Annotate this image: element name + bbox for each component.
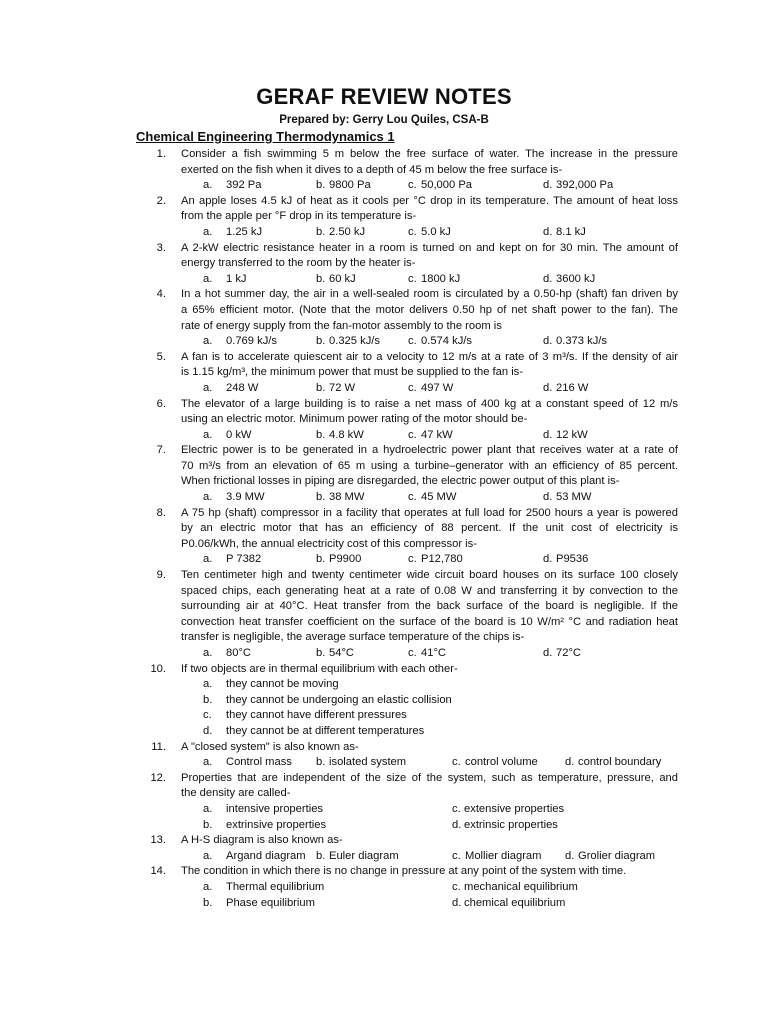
option-text: P 7382 <box>226 553 262 566</box>
option-letter: d. <box>203 724 213 737</box>
question-number: 5. <box>156 350 166 363</box>
question-number: 6. <box>156 397 166 410</box>
option-text: they cannot be moving <box>226 678 339 691</box>
question-text: using an electric motor. Minimum power rating of the motor should be- <box>181 413 528 426</box>
option-text: 50,000 Pa <box>421 179 473 192</box>
question-text: spaced chips, each generating heat at a rate of 0.08 W and transferring it by convection to the <box>181 584 678 597</box>
option-text: 47 kW <box>421 428 453 441</box>
question-text: is 1.15 kg/m³, the minimum power that must be supplied to the fan is- <box>181 366 523 379</box>
question-text: A 75 hp (shaft) compressor in a facility that operates at full load for 2500 hours a year is powered <box>181 506 678 519</box>
option-text: Thermal equilibrium <box>226 880 325 893</box>
question-text: the density are called- <box>181 787 291 800</box>
question-text: Properties that are independent of the size of the system, such as temperature, pressure, and <box>181 771 678 784</box>
question-number: 13. <box>150 834 166 847</box>
option-text: 38 MW <box>329 491 365 504</box>
question-item <box>0 397 768 444</box>
option-row <box>0 880 768 896</box>
question-number: 14. <box>150 865 166 878</box>
question-line <box>0 443 768 459</box>
option-text: Phase equilibrium <box>226 896 315 909</box>
question-number: 9. <box>156 569 166 582</box>
question-text: A 2-kW electric resistance heater in a room is turned on and kept on for 30 min. The amount of <box>181 241 678 254</box>
option-letter: c. <box>203 709 212 722</box>
option-letter: a. <box>203 335 213 348</box>
option-text: Grolier diagram <box>578 849 656 862</box>
option-letter: b. <box>316 428 326 441</box>
option-text: 3.9 MW <box>226 491 265 504</box>
option-letter: b. <box>316 553 326 566</box>
option-text: 41°C <box>421 647 446 659</box>
option-letter: b. <box>316 225 326 238</box>
option-letter: d. <box>543 553 553 566</box>
page-title: GERAF REVIEW NOTES <box>256 84 512 109</box>
question-item <box>0 833 768 864</box>
option-text: 0.325 kJ/s <box>329 335 380 348</box>
question-number: 11. <box>151 740 166 753</box>
option-letter: a. <box>203 179 213 192</box>
option-letter: a. <box>203 802 213 815</box>
option-text: 0.574 kJ/s <box>421 335 472 348</box>
question-line <box>0 568 768 584</box>
option-text: 12 kW <box>556 428 588 441</box>
question-text: P0.06/kWh, the annual electricity cost of this compressor is- <box>181 537 477 550</box>
option-letter: c. <box>452 880 461 893</box>
question-item <box>0 771 768 833</box>
question-line <box>0 303 768 319</box>
option-text: 60 kJ <box>329 272 356 285</box>
question-number: 10. <box>150 662 166 675</box>
question-text: transfer is negligible, the average surface temperature of the chips is- <box>181 631 525 644</box>
question-text: A H-S diagram is also known as- <box>181 834 343 847</box>
option-text: extrinsive properties <box>226 818 327 831</box>
question-item <box>0 506 768 568</box>
option-text: P9900 <box>329 553 362 566</box>
option-row <box>0 802 768 818</box>
option-row <box>0 428 768 444</box>
option-letter: a. <box>203 225 213 238</box>
option-letter: a. <box>203 428 213 441</box>
question-item <box>0 568 768 662</box>
option-letter: b. <box>316 849 326 862</box>
option-text: 8.1 kJ <box>556 225 586 238</box>
question-item <box>0 864 768 911</box>
option-letter: d. <box>543 272 553 285</box>
option-text: 4.8 kW <box>329 428 364 441</box>
question-line <box>0 537 768 553</box>
option-letter: b. <box>203 818 213 831</box>
question-number: 2. <box>156 194 166 207</box>
option-letter: d. <box>543 491 553 504</box>
option-text: 5.0 kJ <box>421 225 451 238</box>
option-letter: b. <box>203 693 213 706</box>
question-text: 70 m³/s from an elevation of 65 m using a turbine–generator with an efficiency of 85 percent. <box>181 459 678 472</box>
question-text: convection heat transfer coefficient on the surface of the board is 10 W/m² °C and radiation heat <box>181 615 678 628</box>
question-line <box>0 521 768 537</box>
option-letter: b. <box>316 272 326 285</box>
question-text: If two objects are in thermal equilibrium with each other- <box>181 662 458 675</box>
option-letter: d. <box>543 225 553 238</box>
option-letter: a. <box>203 491 213 504</box>
question-line <box>0 319 768 335</box>
option-row <box>0 646 768 662</box>
option-letter: a. <box>203 880 213 893</box>
option-letter: c. <box>408 179 417 192</box>
question-line <box>0 459 768 475</box>
option-text: they cannot be at different temperatures <box>226 724 425 737</box>
question-line <box>0 584 768 600</box>
question-text: surrounding air at 40°C. Heat transfer from the back surface of the board is negligible. If the <box>181 600 678 613</box>
option-text: they cannot have different pressures <box>226 709 407 722</box>
option-text: 497 W <box>421 381 454 394</box>
question-line <box>0 412 768 428</box>
option-text: isolated system <box>329 756 407 769</box>
option-text: 2.50 kJ <box>329 225 366 238</box>
option-text: 1 kJ <box>226 272 247 285</box>
question-line <box>0 365 768 381</box>
option-letter: a. <box>203 849 213 862</box>
option-row <box>0 334 768 350</box>
option-row <box>0 677 768 693</box>
question-list <box>0 147 768 911</box>
question-line <box>0 350 768 366</box>
option-text: Control mass <box>226 756 292 769</box>
option-text: 80°C <box>226 647 251 659</box>
question-number: 1. <box>156 148 166 160</box>
option-text: control boundary <box>578 756 662 769</box>
option-row <box>0 225 768 241</box>
question-text: A fan is to accelerate quiescent air to a velocity to 12 m/s at a rate of 3 m³/s. If the density of air <box>181 350 678 363</box>
prepared-by: Prepared by: Gerry Lou Quiles, CSA-B <box>279 114 489 126</box>
option-text: Argand diagram <box>226 849 306 862</box>
question-line <box>0 256 768 272</box>
option-text: 216 W <box>556 381 589 394</box>
option-letter: d. <box>543 428 553 441</box>
option-row <box>0 693 768 709</box>
option-letter: d. <box>543 179 553 192</box>
question-line <box>0 506 768 522</box>
question-line <box>0 163 768 179</box>
question-text: energy transferred to the room by the heater is- <box>181 257 416 270</box>
question-number: 3. <box>156 241 166 254</box>
question-line <box>0 241 768 257</box>
question-line <box>0 397 768 413</box>
question-number: 8. <box>156 506 166 519</box>
question-number: 4. <box>156 288 166 301</box>
option-text: 1800 kJ <box>421 272 461 285</box>
option-text: Euler diagram <box>329 849 399 862</box>
option-letter: d. <box>543 381 553 394</box>
subject-heading: Chemical Engineering Thermodynamics 1 <box>136 129 395 144</box>
option-letter: c. <box>408 335 417 348</box>
option-letter: b. <box>316 647 326 659</box>
option-text: 53 MW <box>556 491 592 504</box>
option-letter: b. <box>316 756 326 769</box>
option-letter: c. <box>452 802 461 815</box>
question-item <box>0 662 768 740</box>
question-line <box>0 194 768 210</box>
option-text: chemical equilibrium <box>464 896 566 909</box>
option-letter: c. <box>452 849 461 862</box>
question-line <box>0 630 768 646</box>
question-text: When frictional losses in piping are disregarded, the electric power output of this plant is- <box>181 475 620 488</box>
option-row <box>0 708 768 724</box>
option-letter: c. <box>408 272 417 285</box>
option-letter: c. <box>452 756 461 769</box>
question-line <box>0 209 768 225</box>
question-text: Consider a fish swimming 5 m below the free surface of water. The increase in the pressure <box>181 148 678 160</box>
option-row <box>0 272 768 288</box>
option-letter: d. <box>452 818 462 831</box>
option-row <box>0 490 768 506</box>
question-line <box>0 147 768 163</box>
option-row <box>0 178 768 194</box>
option-text: P9536 <box>556 553 589 566</box>
question-text: a 65% efficient motor. (Note that the motor delivers 0.50 hp of net shaft power to the fan). The <box>181 303 678 316</box>
question-item <box>0 443 768 505</box>
option-letter: c. <box>408 428 417 441</box>
question-text: Ten centimeter high and twenty centimeter wide circuit board houses on its surface 100 closely <box>181 569 678 582</box>
question-line <box>0 740 768 756</box>
question-text: Electric power is to be generated in a hydroelectric power plant that receives water at a rate of <box>181 444 678 457</box>
question-line <box>0 615 768 631</box>
option-row <box>0 755 768 771</box>
question-text: exerted on the fish when it dives to a depth of 45 m below the free surface is- <box>181 163 563 176</box>
option-text: Mollier diagram <box>465 849 542 862</box>
option-letter: c. <box>408 553 417 566</box>
question-item <box>0 740 768 771</box>
option-text: extrinsic properties <box>464 818 558 831</box>
option-letter: d. <box>565 849 575 862</box>
option-letter: a. <box>203 553 213 566</box>
question-text: rate of energy supply from the fan-motor assembly to the room is <box>181 319 502 332</box>
option-text: 54°C <box>329 647 354 659</box>
option-text: 0 kW <box>226 428 252 441</box>
question-line <box>0 771 768 787</box>
option-letter: a. <box>203 272 213 285</box>
option-row <box>0 818 768 834</box>
option-letter: a. <box>203 678 213 691</box>
option-letter: d. <box>543 335 553 348</box>
option-row <box>0 552 768 568</box>
question-item <box>0 350 768 397</box>
option-text: mechanical equilibrium <box>464 880 578 893</box>
option-text: P12,780 <box>421 553 463 566</box>
question-item <box>0 194 768 241</box>
option-text: 72°C <box>556 647 581 659</box>
option-text: 9800 Pa <box>329 179 371 192</box>
question-number: 7. <box>156 444 166 457</box>
question-text: by an electric motor that has an efficiency of 88 percent. If the unit cost of electricity is <box>181 522 678 535</box>
option-letter: c. <box>408 225 417 238</box>
question-text: In a hot summer day, the air in a well-sealed room is circulated by a 0.50-hp (shaft) fan driven by <box>181 288 678 301</box>
question-line <box>0 786 768 802</box>
option-letter: c. <box>408 647 417 659</box>
option-text: control volume <box>465 756 538 769</box>
option-letter: d. <box>565 756 575 769</box>
question-text: The elevator of a large building is to raise a net mass of 400 kg at a constant speed of 12 m/s <box>181 397 678 410</box>
option-row <box>0 381 768 397</box>
option-text: 72 W <box>329 381 356 394</box>
question-line <box>0 287 768 303</box>
option-letter: b. <box>316 179 326 192</box>
option-letter: b. <box>316 335 326 348</box>
option-text: 3600 kJ <box>556 272 596 285</box>
option-letter: a. <box>203 756 213 769</box>
option-letter: d. <box>543 647 553 659</box>
question-text: An apple loses 4.5 kJ of heat as it cools per °C drop in its temperature. The amount of heat loss <box>181 194 678 207</box>
question-line <box>0 474 768 490</box>
question-item <box>0 287 768 349</box>
question-item <box>0 241 768 288</box>
option-row <box>0 849 768 865</box>
option-letter: a. <box>203 381 213 394</box>
option-letter: a. <box>203 647 213 659</box>
option-letter: c. <box>408 491 417 504</box>
option-row <box>0 896 768 912</box>
option-text: 392 Pa <box>226 179 262 192</box>
option-text: they cannot be undergoing an elastic collision <box>226 693 452 706</box>
option-letter: b. <box>203 896 213 909</box>
option-text: 392,000 Pa <box>556 179 614 192</box>
question-line <box>0 864 768 880</box>
option-letter: b. <box>316 491 326 504</box>
option-text: 45 MW <box>421 491 457 504</box>
question-line <box>0 599 768 615</box>
question-line <box>0 833 768 849</box>
question-number: 12. <box>150 771 166 784</box>
option-letter: d. <box>452 896 462 909</box>
option-text: 0.769 kJ/s <box>226 335 277 348</box>
question-text: from the apple per °F drop in its temperature is- <box>181 210 417 223</box>
option-text: 248 W <box>226 381 259 394</box>
question-text: The condition in which there is no change in pressure at any point of the system with time. <box>181 865 627 878</box>
option-letter: b. <box>316 381 326 394</box>
question-text: A "closed system" is also known as- <box>181 740 359 753</box>
option-text: intensive properties <box>226 802 324 815</box>
option-row <box>0 724 768 740</box>
option-text: 0.373 kJ/s <box>556 335 607 348</box>
question-item <box>0 147 768 194</box>
option-text: 1.25 kJ <box>226 225 263 238</box>
option-letter: c. <box>408 381 417 394</box>
question-line <box>0 662 768 678</box>
option-text: extensive properties <box>464 802 565 815</box>
